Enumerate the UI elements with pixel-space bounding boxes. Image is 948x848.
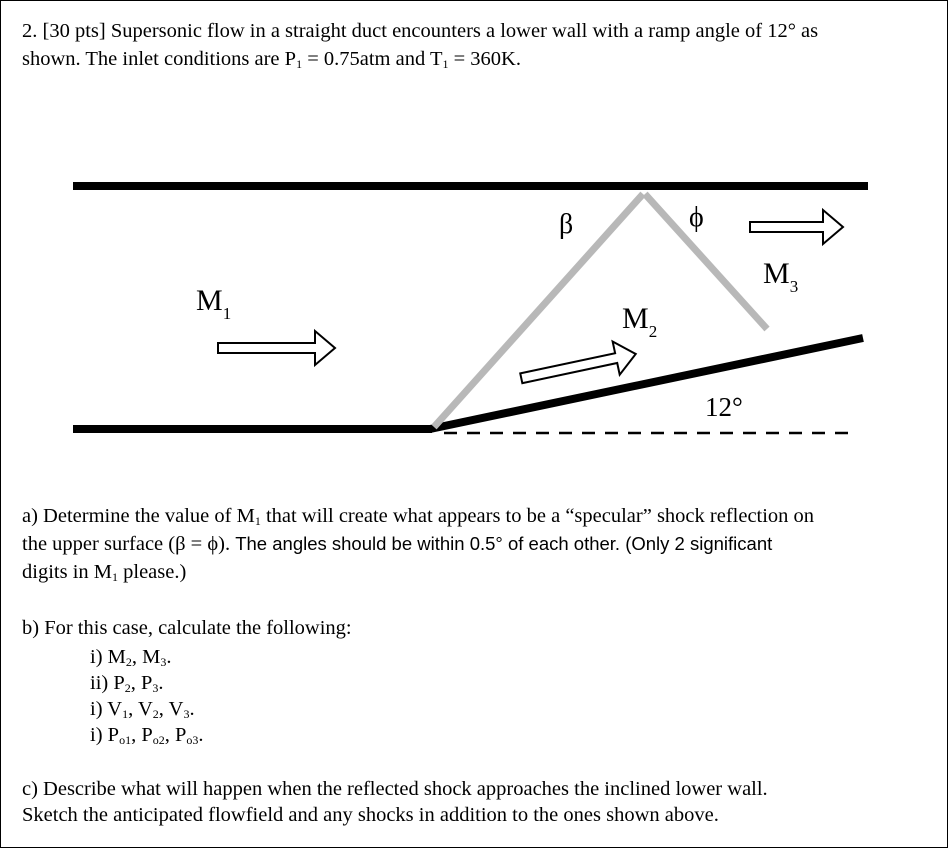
flow-arrow-m3 xyxy=(750,210,843,244)
problem-points: [30 pts] xyxy=(42,20,106,42)
part-b-item-stagnation-pressure: i) $P_{o1}$, $P_{o2}$, $P_{o3}$. xyxy=(90,724,204,747)
problem-intro-text: Supersonic flow in a straight duct encounters a lower wall with a ramp angle of 12° as xyxy=(110,20,819,42)
part-b-item-pressure: ii) $P_2$, $P_3$. xyxy=(90,672,164,695)
part-c-line-2: Sketch the anticipated flowfield and any shocks in addition to the ones shown above. xyxy=(22,804,719,826)
beta-label: β xyxy=(559,209,574,240)
ramp-wall xyxy=(430,338,863,429)
part-b-heading: b) For this case, calculate the following: xyxy=(22,617,352,639)
m1-label: $M_1$ xyxy=(196,284,232,323)
problem-number: 2. xyxy=(22,20,38,42)
m2-label: $M_2$ xyxy=(622,302,658,341)
part-b-item-velocity: i) $V_1$, $V_2$, $V_3$. xyxy=(90,698,195,721)
m3-label: $M_3$ xyxy=(763,257,799,296)
flow-arrow-m1 xyxy=(218,331,335,365)
ramp-angle-label: 12° xyxy=(705,392,743,422)
problem-intro-line-2: shown. The inlet conditions are $P_1 = 0.75atm$ and $T_1 = 360K$. xyxy=(22,48,521,71)
reflected-shock xyxy=(645,194,767,329)
part-a-line-2: the upper surface (β = ϕ). The angles should be within 0.5° of each other. (Only 2 significant xyxy=(22,533,773,555)
part-b-item-mach: i) $M_2$, $M_3$. xyxy=(90,646,172,669)
phi-label: ϕ xyxy=(689,202,704,233)
part-a-line-3: digits in $M_1$ please.) xyxy=(22,561,187,584)
part-c-line-1: c) Describe what will happen when the reflected shock approaches the inclined lower wall. xyxy=(22,778,768,800)
part-a-line-1: a) Determine the value of $M_1$ that will create what appears to be a “specular” shock reflection on xyxy=(22,505,815,528)
